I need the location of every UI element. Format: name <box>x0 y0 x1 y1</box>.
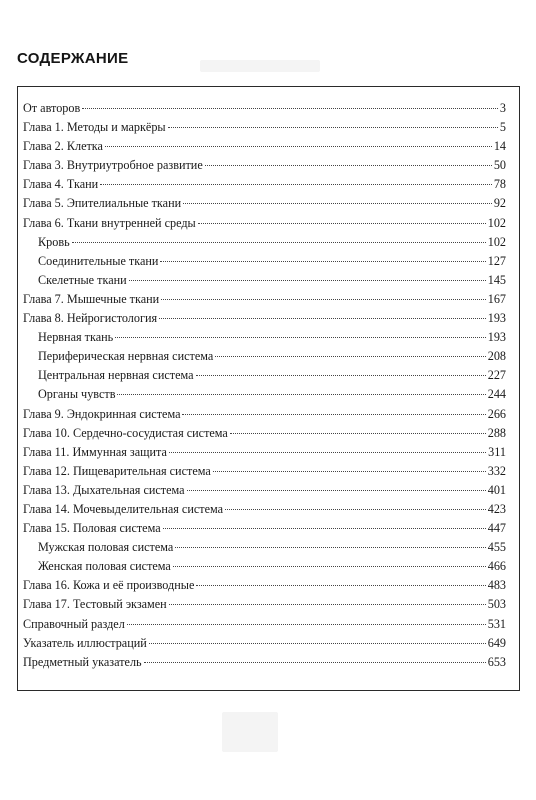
toc-entry-label: Глава 4. Ткани <box>23 177 99 192</box>
toc-entry[interactable] <box>18 538 519 557</box>
toc-entry-label: Женская половая система <box>38 559 171 574</box>
toc-entry-page-number: 208 <box>487 349 506 364</box>
toc-entry-label: Глава 10. Сердечно-сосудистая система <box>23 425 228 440</box>
toc-entry-label: Глава 1. Методы и маркёры <box>23 120 166 135</box>
table-of-contents <box>17 86 520 691</box>
toc-entry-page-number: 167 <box>487 291 506 306</box>
bleed-through-mark <box>200 60 320 72</box>
toc-entry-label: Глава 15. Половая система <box>23 521 161 536</box>
toc-entry[interactable] <box>18 557 519 576</box>
toc-entry[interactable] <box>18 519 519 538</box>
toc-entry[interactable] <box>18 443 519 462</box>
toc-entry-page-number: 78 <box>493 177 506 192</box>
toc-entry-page-number: 483 <box>487 578 506 593</box>
toc-entry-page-number: 649 <box>487 635 506 650</box>
dot-leader <box>129 280 486 281</box>
toc-entry[interactable] <box>18 137 519 156</box>
dot-leader <box>169 452 486 453</box>
toc-entry-page-number: 145 <box>487 272 506 287</box>
toc-entry-page-number: 14 <box>493 139 506 154</box>
toc-entry-page-number: 244 <box>487 387 506 402</box>
toc-entry-label: Глава 9. Эндокринная система <box>23 406 181 421</box>
dot-leader <box>161 299 486 300</box>
bleed-through-mark <box>222 712 278 752</box>
toc-entry[interactable] <box>18 615 519 634</box>
toc-entry-page-number: 311 <box>488 444 506 459</box>
toc-entry[interactable] <box>18 405 519 424</box>
toc-entry[interactable] <box>18 385 519 404</box>
toc-entry[interactable] <box>18 252 519 271</box>
page-title: СОДЕРЖАНИЕ <box>17 50 129 67</box>
toc-entry[interactable] <box>18 424 519 443</box>
dot-leader <box>198 223 486 224</box>
toc-entry-label: Глава 14. Мочевыделительная система <box>23 501 224 516</box>
toc-entry-page-number: 503 <box>487 597 506 612</box>
toc-entry-page-number: 447 <box>487 521 506 536</box>
toc-entry-label: От авторов <box>23 101 81 115</box>
dot-leader <box>82 108 498 109</box>
dot-leader <box>149 643 486 644</box>
toc-entry-page-number: 193 <box>487 330 506 345</box>
dot-leader <box>115 337 486 338</box>
dot-leader <box>163 528 486 529</box>
toc-entry[interactable] <box>18 500 519 519</box>
toc-entry-label: Глава 11. Иммунная защита <box>23 444 167 459</box>
dot-leader <box>105 146 492 147</box>
toc-entry[interactable] <box>18 290 519 309</box>
dot-leader <box>169 604 486 605</box>
toc-entry-label: Глава 2. Клетка <box>23 139 103 154</box>
dot-leader <box>72 242 486 243</box>
toc-list <box>18 99 519 672</box>
dot-leader <box>196 375 486 376</box>
toc-entry-label: Глава 17. Тестовый экзамен <box>23 597 167 612</box>
toc-entry-page-number: 266 <box>487 406 506 421</box>
toc-entry[interactable] <box>18 347 519 366</box>
dot-leader <box>213 471 486 472</box>
toc-entry[interactable] <box>18 99 519 118</box>
toc-entry[interactable] <box>18 634 519 653</box>
dot-leader <box>196 585 485 586</box>
toc-entry-page-number: 332 <box>487 463 506 478</box>
toc-entry-page-number: 3 <box>499 101 506 115</box>
toc-entry-page-number: 193 <box>487 311 506 326</box>
toc-entry-page-number: 102 <box>487 234 506 249</box>
toc-entry[interactable] <box>18 271 519 290</box>
toc-entry-page-number: 531 <box>487 616 506 631</box>
toc-entry-page-number: 102 <box>487 215 506 230</box>
dot-leader <box>100 184 492 185</box>
toc-entry[interactable] <box>18 194 519 213</box>
dot-leader <box>159 318 486 319</box>
toc-entry[interactable] <box>18 214 519 233</box>
dot-leader <box>225 509 486 510</box>
toc-entry[interactable] <box>18 328 519 347</box>
toc-entry-page-number: 92 <box>493 196 506 211</box>
toc-entry-label: Предметный указатель <box>23 654 142 669</box>
toc-entry[interactable] <box>18 233 519 252</box>
toc-entry-label: Указатель иллюстраций <box>23 635 147 650</box>
toc-entry-page-number: 455 <box>487 540 506 555</box>
toc-entry-page-number: 423 <box>487 501 506 516</box>
toc-entry-page-number: 227 <box>487 368 506 383</box>
dot-leader <box>144 662 486 663</box>
dot-leader <box>187 490 486 491</box>
toc-entry-label: Органы чувств <box>38 387 116 402</box>
dot-leader <box>117 394 485 395</box>
dot-leader <box>215 356 485 357</box>
dot-leader <box>168 127 498 128</box>
toc-entry-label: Справочный раздел <box>23 616 125 631</box>
toc-entry[interactable] <box>18 175 519 194</box>
toc-entry-page-number: 50 <box>493 158 506 173</box>
toc-entry[interactable] <box>18 309 519 328</box>
toc-entry[interactable] <box>18 576 519 595</box>
toc-entry-label: Нервная ткань <box>38 330 114 345</box>
dot-leader <box>127 624 486 625</box>
toc-entry-label: Скелетные ткани <box>38 272 127 287</box>
toc-entry[interactable] <box>18 653 519 672</box>
dot-leader <box>182 414 485 415</box>
toc-entry[interactable] <box>18 366 519 385</box>
toc-entry-label: Глава 13. Дыхательная система <box>23 482 185 497</box>
toc-entry-label: Кровь <box>38 234 70 249</box>
toc-entry-page-number: 127 <box>487 253 506 268</box>
toc-entry-page-number: 401 <box>487 482 506 497</box>
toc-entry-label: Глава 7. Мышечные ткани <box>23 291 160 306</box>
dot-leader <box>205 165 492 166</box>
toc-entry-label: Центральная нервная система <box>38 368 194 383</box>
toc-entry-label: Глава 3. Внутриутробное развитие <box>23 158 203 173</box>
toc-entry[interactable] <box>18 462 519 481</box>
toc-entry-label: Глава 6. Ткани внутренней среды <box>23 215 196 230</box>
toc-entry-label: Глава 16. Кожа и её производные <box>23 578 195 593</box>
dot-leader <box>230 433 486 434</box>
toc-entry[interactable] <box>18 481 519 500</box>
toc-entry-page-number: 653 <box>487 654 506 669</box>
toc-entry[interactable] <box>18 595 519 614</box>
dot-leader <box>173 566 486 567</box>
toc-entry-label: Соединительные ткани <box>38 253 159 268</box>
toc-entry-label: Периферическая нервная система <box>38 349 214 364</box>
dot-leader <box>175 547 485 548</box>
toc-entry-label: Глава 5. Эпителиальные ткани <box>23 196 182 211</box>
dot-leader <box>183 203 492 204</box>
toc-entry-page-number: 5 <box>499 120 506 135</box>
dot-leader <box>160 261 485 262</box>
toc-entry-label: Глава 8. Нейрогистология <box>23 311 158 326</box>
toc-entry-label: Глава 12. Пищеварительная система <box>23 463 211 478</box>
toc-entry-label: Мужская половая система <box>38 540 174 555</box>
toc-entry[interactable] <box>18 118 519 137</box>
toc-entry-page-number: 466 <box>487 559 506 574</box>
toc-entry[interactable] <box>18 156 519 175</box>
toc-entry-page-number: 288 <box>487 425 506 440</box>
